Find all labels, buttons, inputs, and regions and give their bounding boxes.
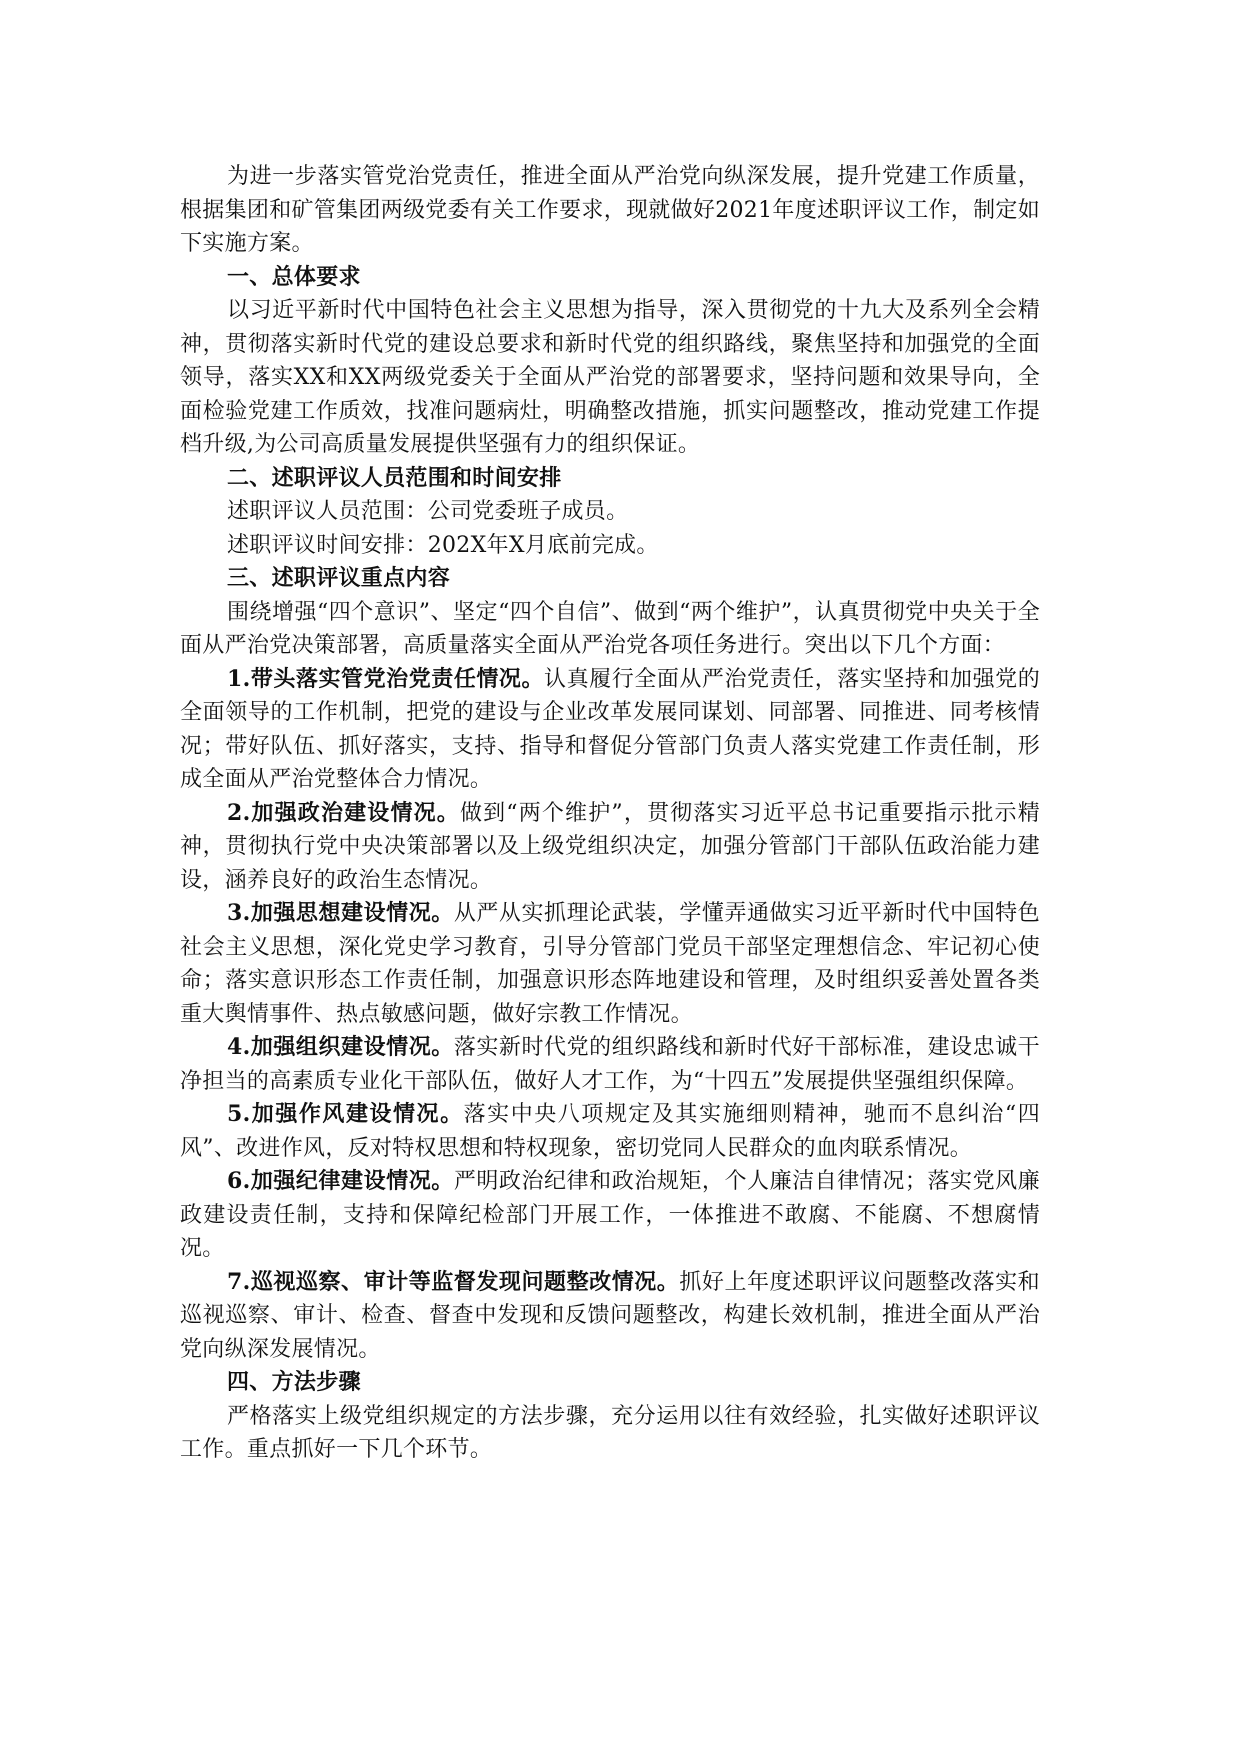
- list-item-text: 做到“两个维护”，贯彻落实习近平总书记重要指示批示精神，贯彻执行党中央决策部署以及上级党组织决定，加强分管部门干部队伍政治能力建设，涵养良好的政治生态情况。: [180, 800, 1040, 893]
- list-item: [180, 1031, 1040, 1098]
- list-item: [180, 1098, 1040, 1165]
- list-item-text: 落实新时代党的组织路线和新时代好干部标准，建设忠诚干净担当的高素质专业化干部队伍，做好人才工作，为“十四五”发展提供坚强组织保障。: [180, 1035, 1040, 1094]
- list-item: [180, 663, 1040, 797]
- list-item: [180, 897, 1040, 1031]
- section-4-body: 严格落实上级党组织规定的方法步骤，充分运用以往有效经验，扎实做好述职评议工作。重点抓好一下几个环节。: [180, 1403, 1040, 1462]
- list-item-title: 1.带头落实管党治党责任情况。: [227, 665, 545, 692]
- list-item-text: 落实中央八项规定及其实施细则精神，驰而不息纠治“四风”、改进作风，反对特权思想和特权现象，密切党同人民群众的血肉联系情况。: [180, 1102, 1040, 1161]
- section-3-body: 围绕增强“四个意识”、坚定“四个自信”、做到“两个维护”，认真贯彻党中央关于全面从严治党决策部署，高质量落实全面从严治党各项任务进行。突出以下几个方面：: [180, 599, 1040, 658]
- list-item-text: 从严从实抓理论武装，学懂弄通做实习近平新时代中国特色社会主义思想，深化党史学习教育，引导分管部门党员干部坚定理想信念、牢记初心使命；落实意识形态工作责任制，加强意识形态阵地建设和管理，及时组织妥善处置各类重大舆情事件、热点敏感问题，做好宗教工作情况。: [180, 901, 1040, 1027]
- list-item: [180, 1165, 1040, 1266]
- list-item-title: 5.加强作风建设情况。: [227, 1101, 464, 1127]
- list-item: [180, 797, 1040, 898]
- list-item-text: 认真履行全面从严治党责任，落实坚持和加强党的全面领导的工作机制，把党的建设与企业改革发展同谋划、同部署、同推进、同考核情况；带好队伍、抓好落实，支持、指导和督促分管部门负责人落实党建工作责任制，形成全面从严治党整体合力情况。: [180, 666, 1041, 792]
- section-2-time: 述职评议时间安排：202X年X月底前完成。: [227, 532, 659, 558]
- document-page: [180, 160, 1040, 1467]
- list-item-title: 4.加强组织建设情况。: [227, 1034, 454, 1060]
- section-2-scope: 述职评议人员范围：公司党委班子成员。: [227, 499, 629, 524]
- section-1-heading: 一、总体要求: [227, 263, 361, 290]
- intro-paragraph: 为进一步落实管党治党责任，推进全面从严治党向纵深发展，提升党建工作质量，根据集团和矿管集团两级党委有关工作要求，现就做好2021年度述职评议工作，制定如下实施方案。: [180, 164, 1040, 256]
- list-item-title: 3.加强思想建设情况。: [227, 900, 454, 926]
- list-item-title: 7.巡视巡察、审计等监督发现问题整改情况。: [227, 1268, 680, 1295]
- list-item-title: 2.加强政治建设情况。: [227, 799, 460, 826]
- list-item-text: 严明政治纪律和政治规矩，个人廉洁自律情况；落实党风廉政建设责任制，支持和保障纪检部门开展工作，一体推进不敢腐、不能腐、不想腐情况。: [180, 1169, 1040, 1261]
- section-2-heading: 二、述职评议人员范围和时间安排: [227, 464, 562, 491]
- list-item-title: 6.加强纪律建设情况。: [227, 1168, 454, 1194]
- section-3-heading: 三、述职评议重点内容: [227, 565, 451, 591]
- list-item: [180, 1266, 1040, 1367]
- section-1-body: 以习近平新时代中国特色社会主义思想为指导，深入贯彻党的十九大及系列全会精神，贯彻落实新时代党的建设总要求和新时代党的组织路线，聚焦坚持和加强党的全面领导，落实XX和XX两级党委关于全面从严治党的部署要求，坚持问题和效果导向，全面检验党建工作质效，找准问题病灶，明确整改措施，抓实问题整改，推动党建工作提档升级,为公司高质量发展提供坚强有力的组织保证。: [180, 298, 1040, 457]
- section-4-heading: 四、方法步骤: [227, 1369, 361, 1395]
- list-item-text: 抓好上年度述职评议问题整改落实和巡视巡察、审计、检查、督查中发现和反馈问题整改，构建长效机制，推进全面从严治党向纵深发展情况。: [180, 1269, 1040, 1362]
